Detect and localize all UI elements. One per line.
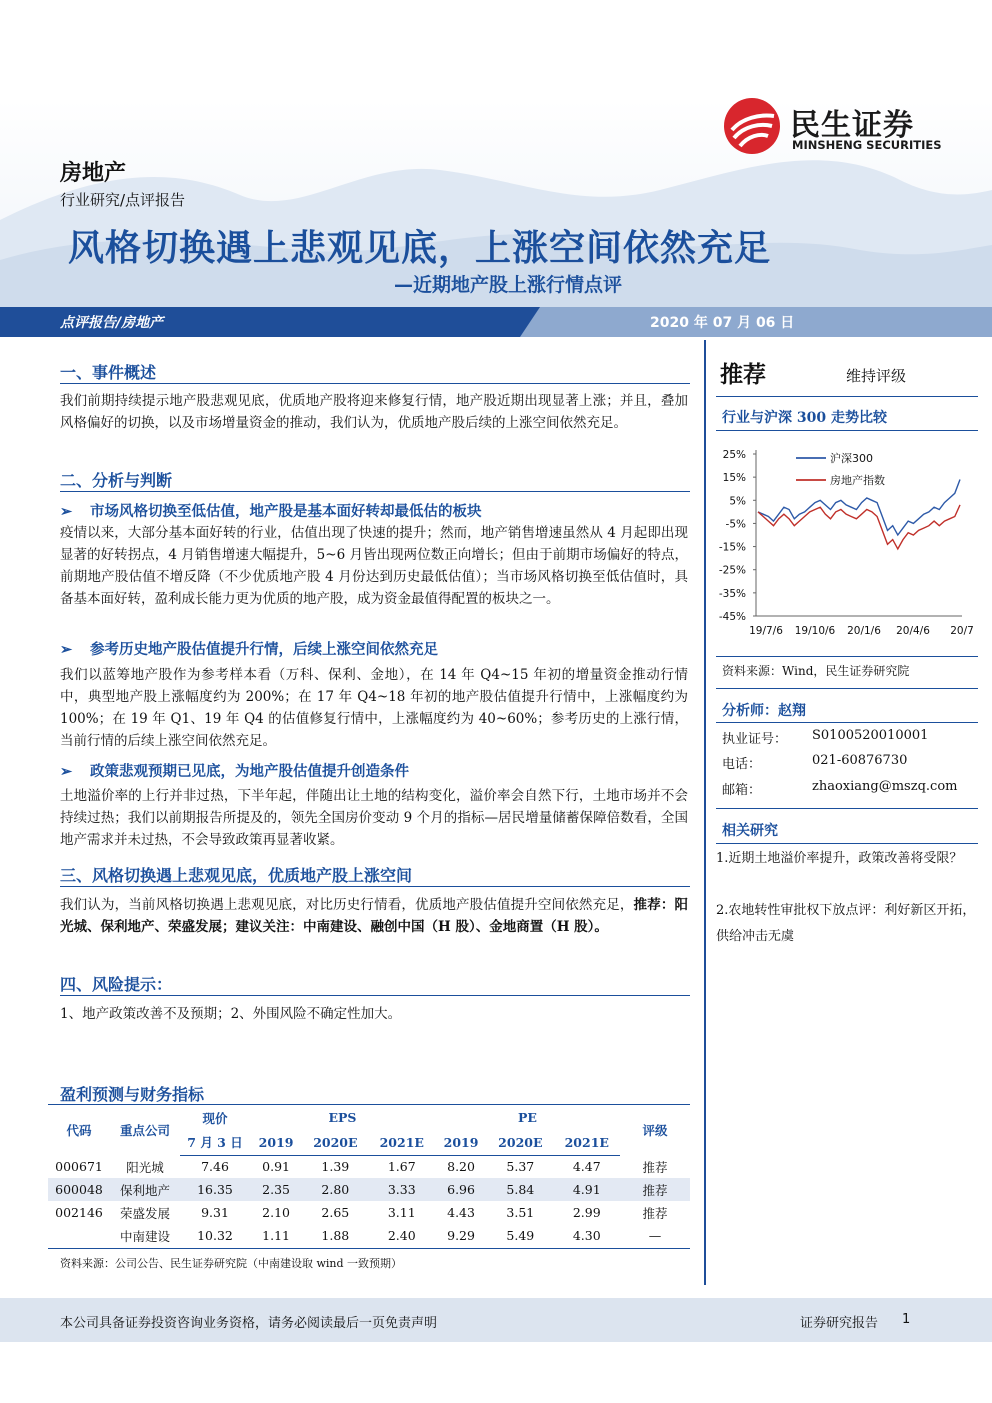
- cell-eps: 3.11: [387, 1205, 416, 1220]
- section-2-title: 二、分析与判断: [60, 471, 173, 490]
- section-1-title: 一、事件概述: [60, 363, 157, 382]
- side-rule: [716, 656, 978, 657]
- report-date: 2020 年 07 月 06 日: [650, 315, 795, 331]
- chart-title: 行业与沪深 300 走势比较: [722, 410, 887, 426]
- section-1-paragraph: 我们前期持续提示地产股悲观见底，优质地产股将迎来修复行情，地产股近期出现显著上涨；并且，叠加风格偏好的切换，以及市场增量资金的推动，我们认为，优质地产股后续的上涨空间依然充足。: [60, 393, 688, 431]
- arrow-bullet-icon: ➢: [60, 503, 73, 520]
- section-3-recommendation: 推荐：阳光城、保利地产、荣盛发展；建议关注：中南建设、融创中国（H 股）、金地商置（H 股）。: [60, 897, 689, 935]
- cell-eps: 3.33: [369, 1178, 435, 1201]
- cell-code: 600048: [48, 1178, 110, 1201]
- col-code: 代码: [66, 1123, 92, 1138]
- footer-disclaimer[interactable]: 本公司具备证券投资咨询业务资格，请务必阅读最后一页免责声明: [60, 1316, 438, 1331]
- col-year: 2020E: [302, 1130, 368, 1155]
- cell-pe: 5.49: [506, 1228, 535, 1243]
- cell-eps: 2.10: [262, 1205, 290, 1220]
- column-divider: [704, 340, 706, 1285]
- col-pe: PE: [518, 1110, 537, 1125]
- col-price-date: 7 月 3 日: [180, 1130, 250, 1155]
- y-tick-label: -15%: [718, 541, 746, 554]
- email-value[interactable]: zhaoxiang@mszq.com: [812, 779, 958, 794]
- y-tick-label: 15%: [722, 472, 746, 485]
- table-row: [48, 1224, 690, 1247]
- section-2-paragraph-3: 土地溢价率的上行并非过热，下半年起，伴随出让土地的结构变化，溢价率会自然下行，土地市场并不会持续过热；我们以前期报告所提及的，领先全国房价变动 9 个月的指标—居民增量储蓄保障倍数看，全国地产需求并未过热，不会导致政策再显著收紧。: [60, 788, 688, 848]
- y-tick-label: -25%: [718, 564, 746, 577]
- cell-pe: 4.43: [447, 1205, 475, 1220]
- phone-value: 021-60876730: [812, 753, 908, 768]
- page-number: 1: [902, 1312, 911, 1327]
- report-subtitle: —近期地产股上涨行情点评: [394, 274, 623, 296]
- cell-eps: 1.11: [262, 1228, 290, 1243]
- table-bottom-rule: [48, 1248, 690, 1249]
- col-company: 重点公司: [119, 1123, 170, 1138]
- section-3-title: 三、风格切换遇上悲观见底，优质地产股上涨空间: [60, 866, 413, 885]
- section-3-paragraph: [60, 894, 688, 938]
- related-item-1[interactable]: 1.近期土地溢价率提升，政策改善将受限？: [716, 851, 963, 866]
- cell-pe: 4.91: [554, 1178, 620, 1201]
- section-3-rule: [60, 886, 690, 887]
- arrow-bullet-icon: ➢: [60, 763, 73, 780]
- col-year: 2019: [250, 1130, 302, 1155]
- cert-label: 执业证号：: [722, 732, 788, 747]
- x-tick-label: 19/10/6: [794, 625, 836, 637]
- phone-label: 电话：: [722, 757, 762, 772]
- cell-pe: 4.30: [572, 1228, 601, 1243]
- table-source: 资料来源：公司公告、民生证券研究院（中南建设取 wind 一致预期）: [60, 1257, 403, 1270]
- cell-rating: 推荐: [642, 1159, 668, 1175]
- cell-eps: 0.91: [262, 1159, 290, 1175]
- cell-eps: 2.40: [387, 1228, 416, 1243]
- cell-eps: 1.39: [321, 1159, 350, 1175]
- cell-eps: 2.65: [321, 1205, 350, 1220]
- cell-pe: 2.99: [572, 1205, 601, 1220]
- sector-label: 房地产: [60, 161, 127, 186]
- cell-price: 10.32: [197, 1228, 233, 1243]
- rating-label: 推荐: [720, 362, 766, 388]
- trend-chart: [712, 440, 984, 650]
- cell-eps: 1.88: [321, 1228, 350, 1243]
- cell-pe: 3.51: [506, 1205, 535, 1220]
- x-tick-label: 19/7/6: [749, 625, 783, 637]
- cell-company: 保利地产: [110, 1178, 180, 1201]
- col-year: 2021E: [369, 1130, 435, 1155]
- section-2-heading-1: [60, 500, 482, 521]
- table-row: [48, 1178, 690, 1201]
- table-title: 盈利预测与财务指标: [60, 1085, 205, 1104]
- arrow-bullet-icon: ➢: [60, 641, 73, 658]
- cell-pe: 5.37: [506, 1159, 535, 1175]
- cell-pe: 6.96: [435, 1178, 487, 1201]
- col-year: 2019: [435, 1130, 487, 1155]
- financial-table: [48, 1105, 690, 1247]
- col-eps: EPS: [328, 1110, 357, 1125]
- related-item-2[interactable]: 2.农地转性审批权下放点评：利好新区开拓，供给冲击无虞: [716, 903, 976, 944]
- cell-pe: 9.29: [447, 1228, 475, 1243]
- analyst-title: 分析师：赵翔: [722, 703, 806, 719]
- col-rating: 评级: [642, 1123, 668, 1138]
- cell-pe: 5.84: [487, 1178, 553, 1201]
- section-3-text: 我们认为，当前风格切换遇上悲观见底，对比历史行情看，优质地产股估值提升空间依然充足，: [60, 897, 634, 913]
- col-year: 2021E: [554, 1130, 620, 1155]
- legend-label: 房地产指数: [830, 474, 885, 487]
- footer-doc-type: 证券研究报告: [800, 1316, 879, 1331]
- cell-rating: 推荐: [620, 1178, 690, 1201]
- y-tick-label: 25%: [722, 449, 746, 461]
- cell-price: 16.35: [180, 1178, 250, 1201]
- section-2-rule: [60, 491, 690, 492]
- section-4-paragraph: 1、地产政策改善不及预期；2、外围风险不确定性加大。: [60, 1006, 402, 1022]
- heading-text: 市场风格切换至低估值，地产股是基本面好转却最低估的板块: [90, 503, 482, 520]
- x-tick-label: 20/1/6: [847, 625, 881, 637]
- section-2-heading-2: [60, 638, 438, 659]
- side-rule: [716, 722, 978, 723]
- cell-pe: 4.47: [572, 1159, 601, 1175]
- cell-eps: 2.35: [250, 1178, 302, 1201]
- email-label: 邮箱：: [722, 783, 762, 798]
- col-price: 现价: [202, 1110, 228, 1126]
- report-type-label: 行业研究/点评报告: [60, 191, 186, 209]
- band-category: 点评报告/房地产: [60, 315, 164, 331]
- cell-price: 9.31: [201, 1205, 229, 1220]
- heading-text: 参考历史地产股估值提升行情，后续上涨空间依然充足: [90, 641, 438, 658]
- section-4-title: 四、风险提示：: [60, 975, 173, 994]
- col-year: 2020E: [487, 1130, 553, 1155]
- series-line-hs300: [758, 480, 960, 536]
- y-tick-label: -5%: [725, 518, 746, 531]
- heading-text: 政策悲观预期已见底，为地产股估值提升创造条件: [90, 763, 409, 780]
- legend-label: 沪深300: [830, 452, 873, 465]
- table-row: [48, 1201, 690, 1224]
- table-row: [48, 1155, 690, 1178]
- cell-code: [48, 1224, 110, 1247]
- cell-company: 中南建设: [119, 1228, 170, 1244]
- section-4-rule: [60, 995, 690, 996]
- related-title: 相关研究: [722, 823, 778, 839]
- x-tick-label: 20/4/6: [896, 625, 930, 637]
- side-rule: [716, 430, 978, 431]
- cell-code: 000671: [55, 1159, 103, 1174]
- cert-value: S0100520010001: [812, 728, 929, 743]
- cell-code: 002146: [55, 1205, 103, 1220]
- section-2-heading-3: [60, 760, 409, 781]
- logo-chinese-name: 民生证券: [790, 108, 914, 143]
- logo-english-name: MINSHENG SECURITIES: [792, 138, 942, 152]
- minsheng-logo-icon: [722, 96, 782, 156]
- cell-rating: 推荐: [642, 1205, 668, 1221]
- side-rule: [716, 808, 978, 809]
- x-tick-label: 20/7: [950, 625, 974, 637]
- cell-company: 阳光城: [126, 1159, 164, 1175]
- section-2-paragraph-2: 我们以蓝筹地产股作为参考样本看（万科、保利、金地），在 14 年 Q4~15 年初的增量资金推动行情中，典型地产股上涨幅度约为 200%；在 17 年 Q4~18 年初的地产股估值提升行情中，上涨幅度约为 100%；在 19 年 Q1、19 年 Q4 的估值修复行情中，上涨幅度约为 40~60%；参考历史的上涨行情，当前行情的后续上涨空间依然充足。: [60, 667, 688, 749]
- cell-eps: 2.80: [302, 1178, 368, 1201]
- section-2-paragraph-1: 疫情以来，大部分基本面好转的行业，估值出现了快速的提升；然而，地产销售增速虽然从 4 月起即出现显著的好转拐点，4 月销售增速大幅提升，5~6 月皆出现两位数正向增长；但由于前期市场偏好的特点，前期地产股估值不增反降（不少优质地产股 4 月份达到历史最低估值）；当市场风格切换至低估值时，具备基本面好转，盈利成长能力更为优质的地产股，成为资金最值得配置的板块之一。: [60, 525, 688, 607]
- cell-price: 7.46: [201, 1159, 229, 1175]
- side-rule: [716, 688, 978, 689]
- y-tick-label: -45%: [718, 611, 746, 623]
- report-title: 风格切换遇上悲观见底，上涨空间依然充足: [68, 228, 772, 269]
- side-rule: [716, 396, 978, 397]
- rating-value: 维持评级: [846, 367, 907, 385]
- side-rule: [716, 843, 978, 844]
- cell-eps: 1.67: [387, 1159, 416, 1175]
- cell-pe: 8.20: [447, 1159, 475, 1175]
- y-tick-label: -35%: [718, 587, 746, 600]
- chart-source: 资料来源：Wind，民生证券研究院: [722, 664, 910, 678]
- cell-company: 荣盛发展: [119, 1205, 170, 1221]
- section-1-rule: [60, 383, 690, 384]
- y-tick-label: 5%: [729, 495, 746, 508]
- cell-rating: —: [648, 1228, 662, 1243]
